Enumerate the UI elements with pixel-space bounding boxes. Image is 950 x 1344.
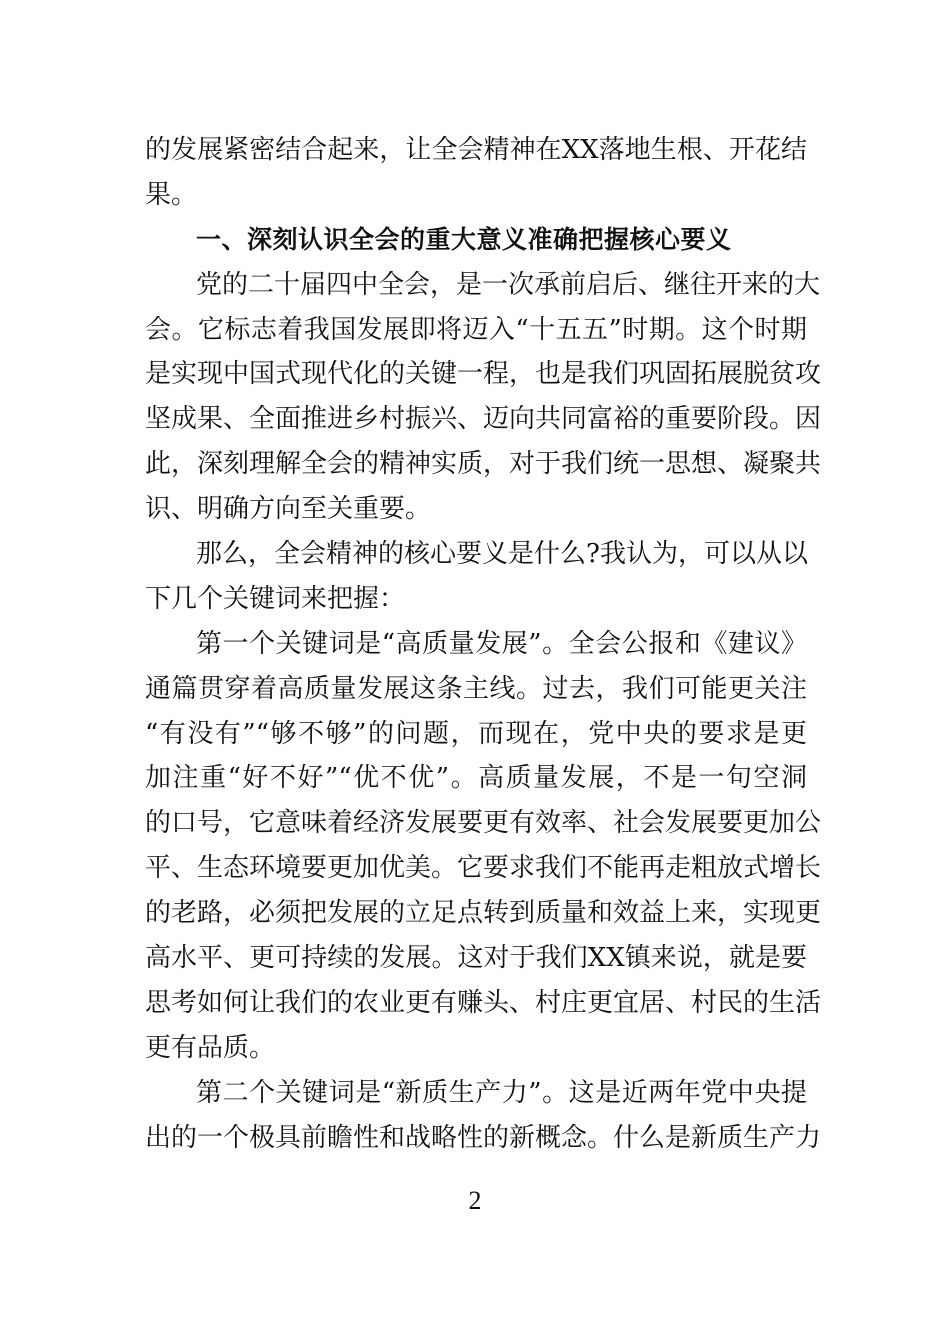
- text-line: 会。它标志着我国发展即将迈入“十五五”时期。这个时期: [145, 314, 807, 345]
- text-line: 果。: [145, 179, 198, 210]
- text-line: 坚成果、全面推进乡村振兴、迈向共同富裕的重要阶段。因: [145, 404, 822, 435]
- text-line: 通篇贯穿着高质量发展这条主线。过去，我们可能更关注: [145, 673, 807, 704]
- text-line: 的老路，必须把发展的立足点转到质量和效益上来，实现更: [145, 898, 822, 929]
- text-line: 的口号，它意味着经济发展要更有效率、社会发展要更加公: [145, 808, 822, 839]
- section-heading: 一、深刻认识全会的重大意义准确把握核心要义: [196, 224, 732, 254]
- text-line: 平、生态环境要更加优美。它要求我们不能再走粗放式增长: [145, 853, 822, 884]
- text-line: 的发展紧密结合起来，让全会精神在XX落地生根、开花结: [145, 135, 807, 165]
- text-line: 出的一个极具前瞻性和战略性的新概念。什么是新质生产力: [145, 1122, 822, 1153]
- text-line: 高水平、更可持续的发展。这对于我们XX镇来说，就是要: [145, 943, 807, 974]
- text-line: “有没有”“够不够”的问题，而现在，党中央的要求是更: [145, 718, 807, 749]
- text-line: 是实现中国式现代化的关键一程，也是我们巩固拓展脱贫攻: [145, 359, 822, 390]
- page-number: 2: [468, 1186, 482, 1215]
- text-line: 识、明确方向至关重要。: [145, 494, 432, 525]
- text-line: 第一个关键词是“高质量发展”。全会公报和《建议》: [196, 628, 807, 659]
- text-line: 更有品质。: [145, 1032, 276, 1063]
- text-line: 思考如何让我们的农业更有赚头、村庄更宜居、村民的生活: [145, 987, 822, 1018]
- text-line: 党的二十届四中全会，是一次承前启后、继往开来的大: [196, 269, 821, 300]
- text-line: 下几个关键词来把握：: [145, 583, 406, 614]
- document-body: [145, 128, 822, 1160]
- text-line: 加注重“好不好”“优不优”。高质量发展，不是一句空洞: [145, 763, 807, 794]
- text-line: 那么，全会精神的核心要义是什么?我认为，可以从以: [196, 539, 808, 570]
- text-line: 第二个关键词是“新质生产力”。这是近两年党中央提: [196, 1077, 807, 1108]
- text-line: 此，深刻理解全会的精神实质，对于我们统一思想、凝聚共: [145, 449, 822, 480]
